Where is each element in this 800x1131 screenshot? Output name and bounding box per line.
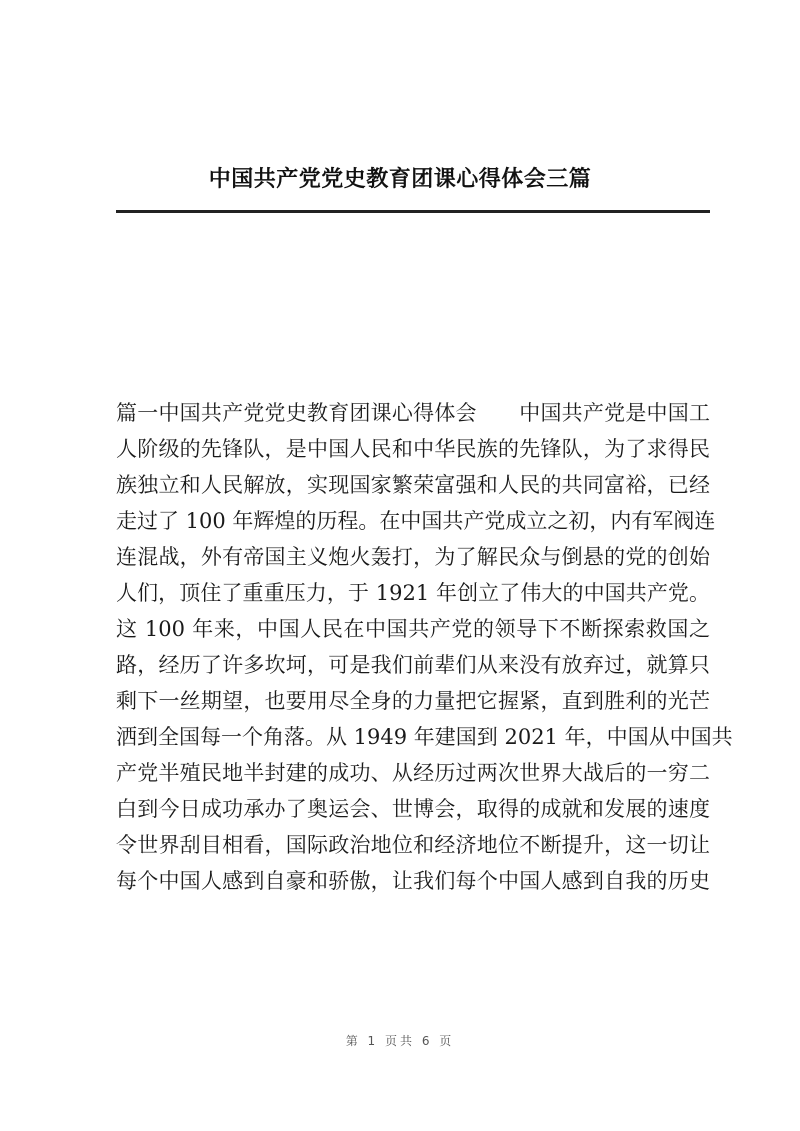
document-title: 中国共产党党史教育团课心得体会三篇 (208, 167, 592, 192)
body-line: 每个中国人感到自豪和骄傲，让我们每个中国人感到自我的历史 (116, 869, 710, 893)
body-line: 族独立和人民解放，实现国家繁荣富强和人民的共同富裕，已经 (116, 473, 710, 497)
body-line: 产党半殖民地半封建的成功、从经历过两次世界大战后的一穷二 (116, 761, 710, 785)
body-line: 令世界刮目相看，国际政治地位和经济地位不断提升，这一切让 (116, 833, 710, 857)
body-line: 剩下一丝期望，也要用尽全身的力量把它握紧，直到胜利的光芒 (116, 689, 710, 713)
body-line: 这 100 年来，中国人民在中国共产党的领导下不断探索救国之 (116, 617, 710, 641)
body-line: 人阶级的先锋队，是中国人民和中华民族的先锋队，为了求得民 (116, 437, 710, 461)
body-line: 洒到全国每一个角落。从 1949 年建国到 2021 年，中国从中国共 (116, 725, 733, 749)
body-line: 白到今日成功承办了奥运会、世博会，取得的成就和发展的速度 (116, 797, 710, 821)
body-line: 走过了 100 年辉煌的历程。在中国共产党成立之初，内有军阀连 (116, 509, 716, 533)
page-number-footer: 第 1 页共 6 页 (345, 1034, 455, 1048)
body-line: 篇一中国共产党党史教育团课心得体会 中国共产党是中国工 (116, 401, 710, 425)
title-underline-rule (116, 210, 710, 213)
body-line: 人们，顶住了重重压力，于 1921 年创立了伟大的中国共产党。 (116, 581, 710, 605)
body-text (116, 398, 733, 902)
body-line: 路，经历了许多坎坷，可是我们前辈们从来没有放弃过，就算只 (116, 653, 710, 677)
body-line: 连混战，外有帝国主义炮火轰打，为了解民众与倒悬的党的创始 (116, 545, 710, 569)
